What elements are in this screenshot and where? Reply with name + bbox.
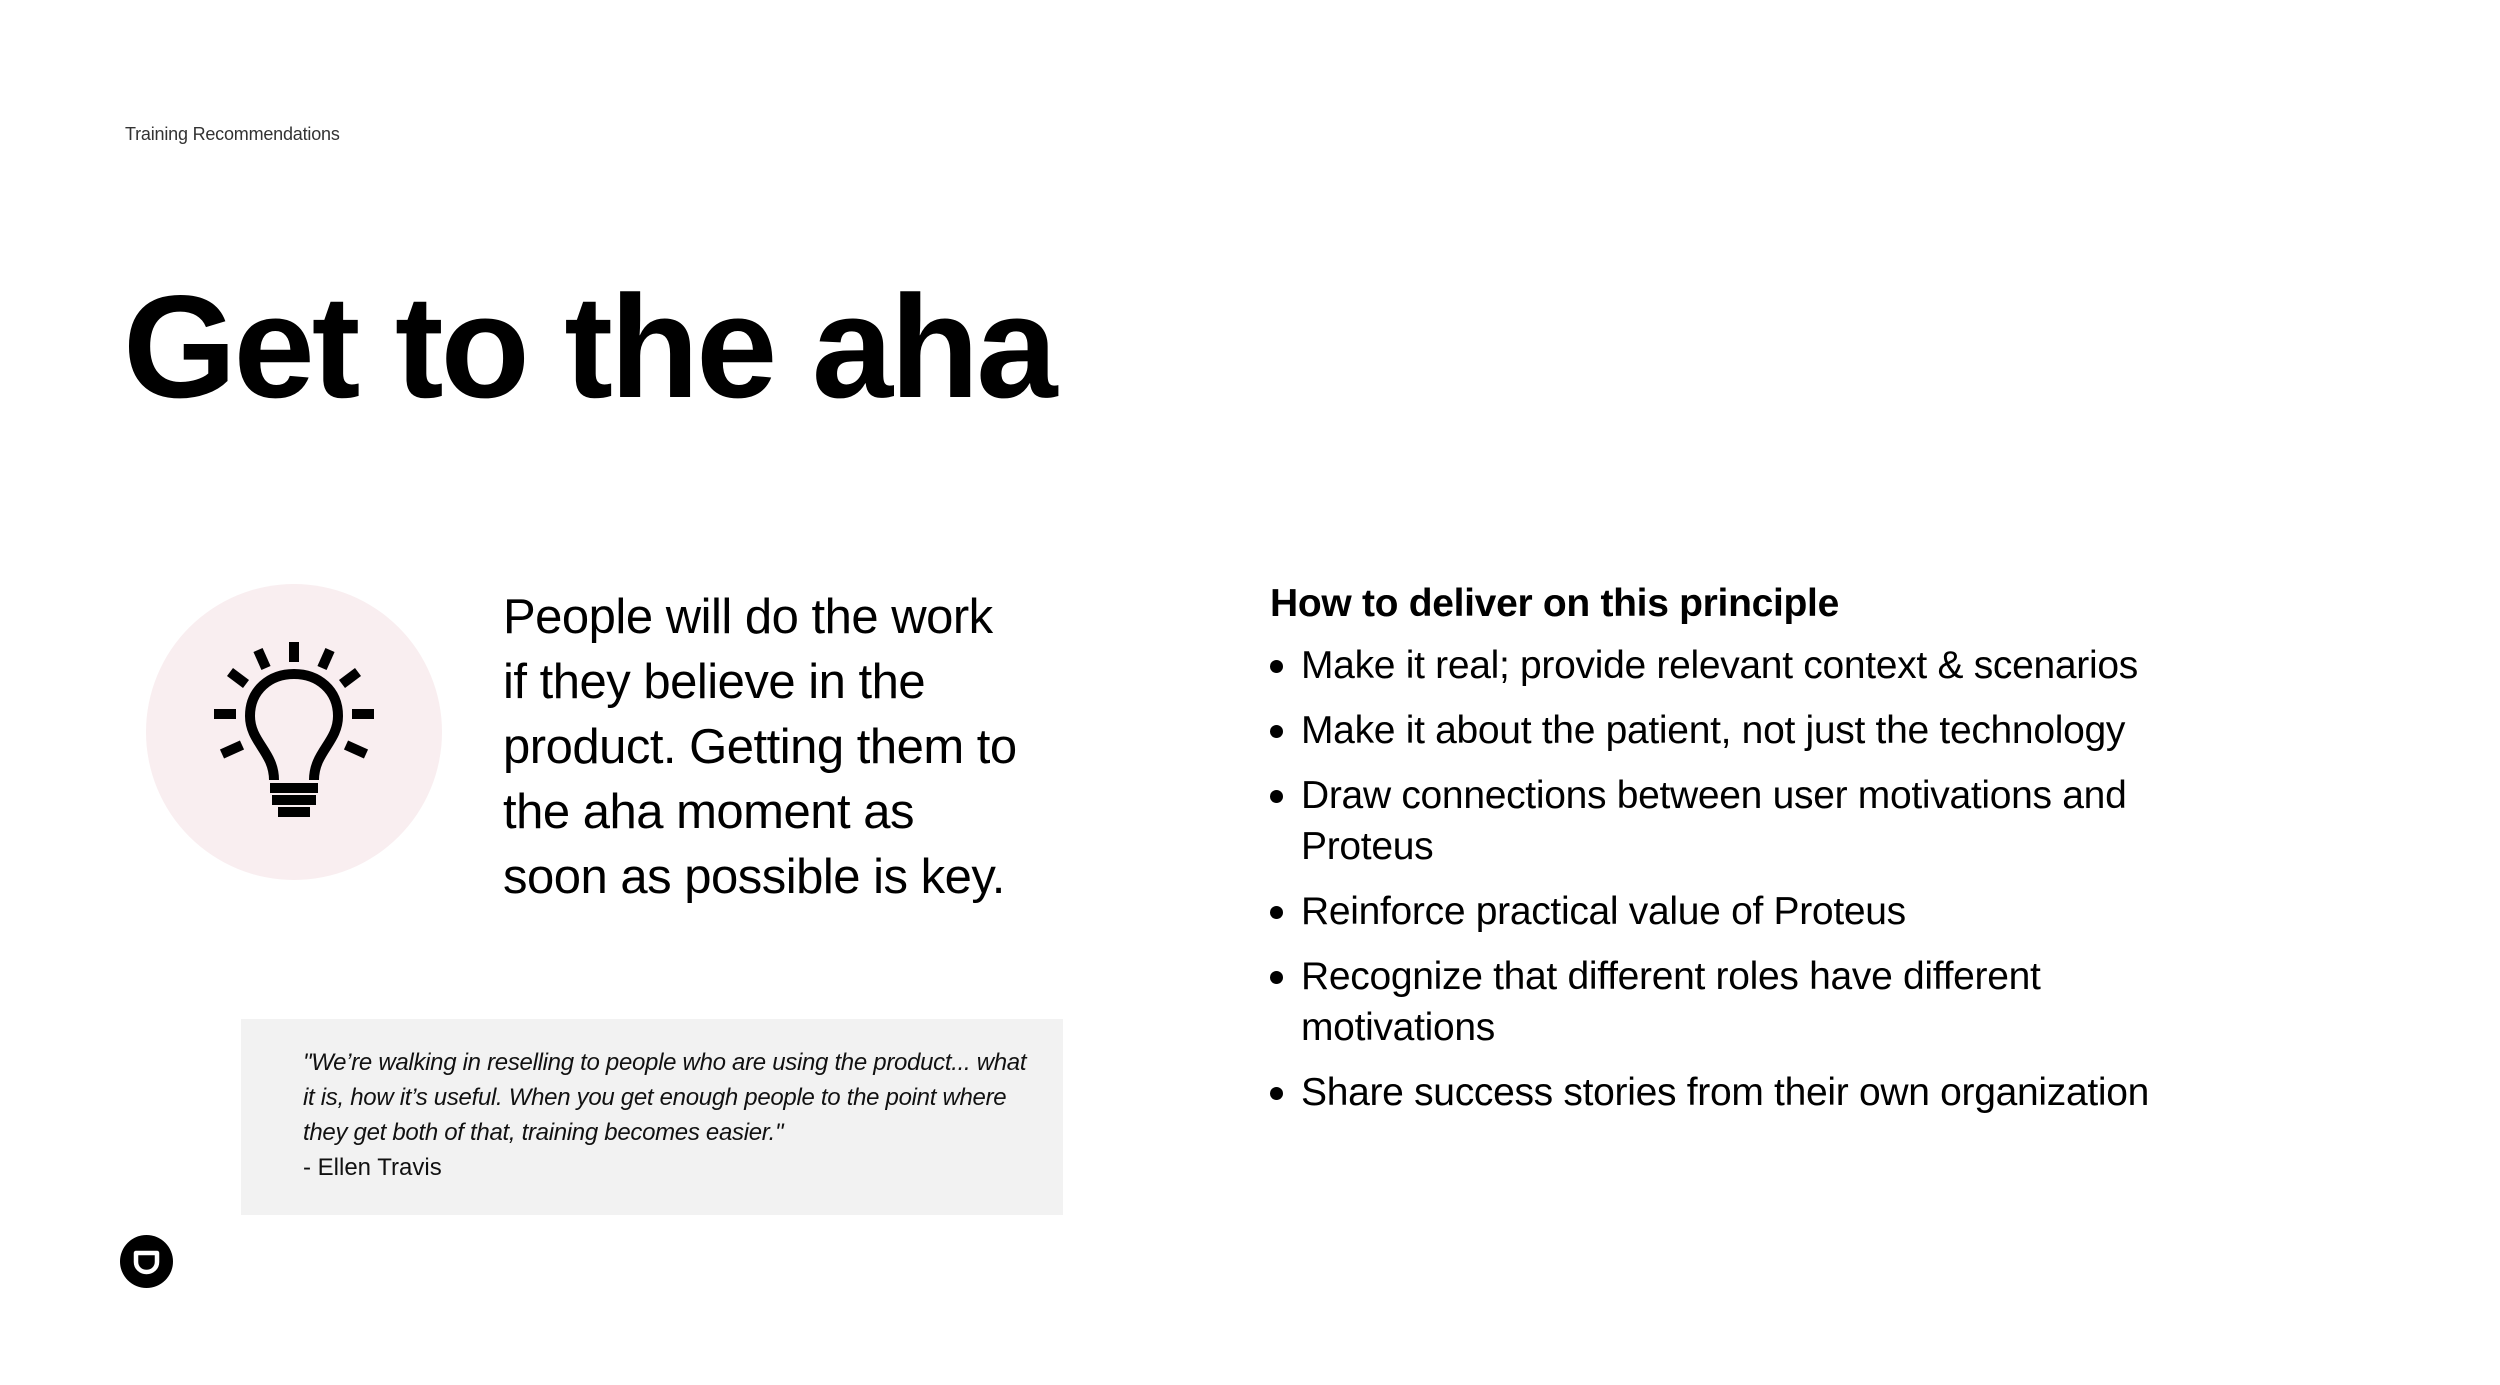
brand-logo-icon <box>120 1235 173 1288</box>
list-item-text: Make it real; provide relevant context & scenarios <box>1301 644 2138 687</box>
list-item <box>1270 705 2190 756</box>
list-item-text: Draw connections between user motivations and Proteus <box>1301 774 2127 868</box>
intro-text: People will do the work if they believe in the product. Getting them to the aha moment as soon as possible is key. <box>503 590 1017 904</box>
list-item <box>1270 770 2190 872</box>
lightbulb-icon-badge <box>146 584 442 880</box>
list-item <box>1270 640 2190 691</box>
bullet-icon <box>1270 906 1283 919</box>
bullet-icon <box>1270 790 1283 803</box>
quote-text: "We’re walking in reselling to people who are using the product... what it is, how it’s useful. When you get enough people to the point where they get both of that, training becomes easier." <box>303 1049 1027 1146</box>
section-label: Training Recommendations <box>125 124 340 144</box>
list-item <box>1270 1067 2190 1118</box>
quote-author: - Ellen Travis <box>303 1154 442 1181</box>
list-item-text: Reinforce practical value of Proteus <box>1301 890 1906 933</box>
bullet-icon <box>1270 1087 1283 1100</box>
lightbulb-icon <box>146 584 442 880</box>
principle-bullet-list <box>1270 640 2190 1132</box>
principle-heading: How to deliver on this principle <box>1270 582 1839 625</box>
list-item <box>1270 951 2190 1053</box>
bullet-icon <box>1270 971 1283 984</box>
list-item-text: Make it about the patient, not just the technology <box>1301 709 2126 752</box>
bullet-icon <box>1270 725 1283 738</box>
list-item <box>1270 886 2190 937</box>
slide-title: Get to the aha <box>123 265 1055 428</box>
bullet-icon <box>1270 660 1283 673</box>
list-item-text: Recognize that different roles have different motivations <box>1301 955 2041 1049</box>
list-item-text: Share success stories from their own organization <box>1301 1071 2150 1114</box>
quote-box <box>241 1019 1063 1215</box>
